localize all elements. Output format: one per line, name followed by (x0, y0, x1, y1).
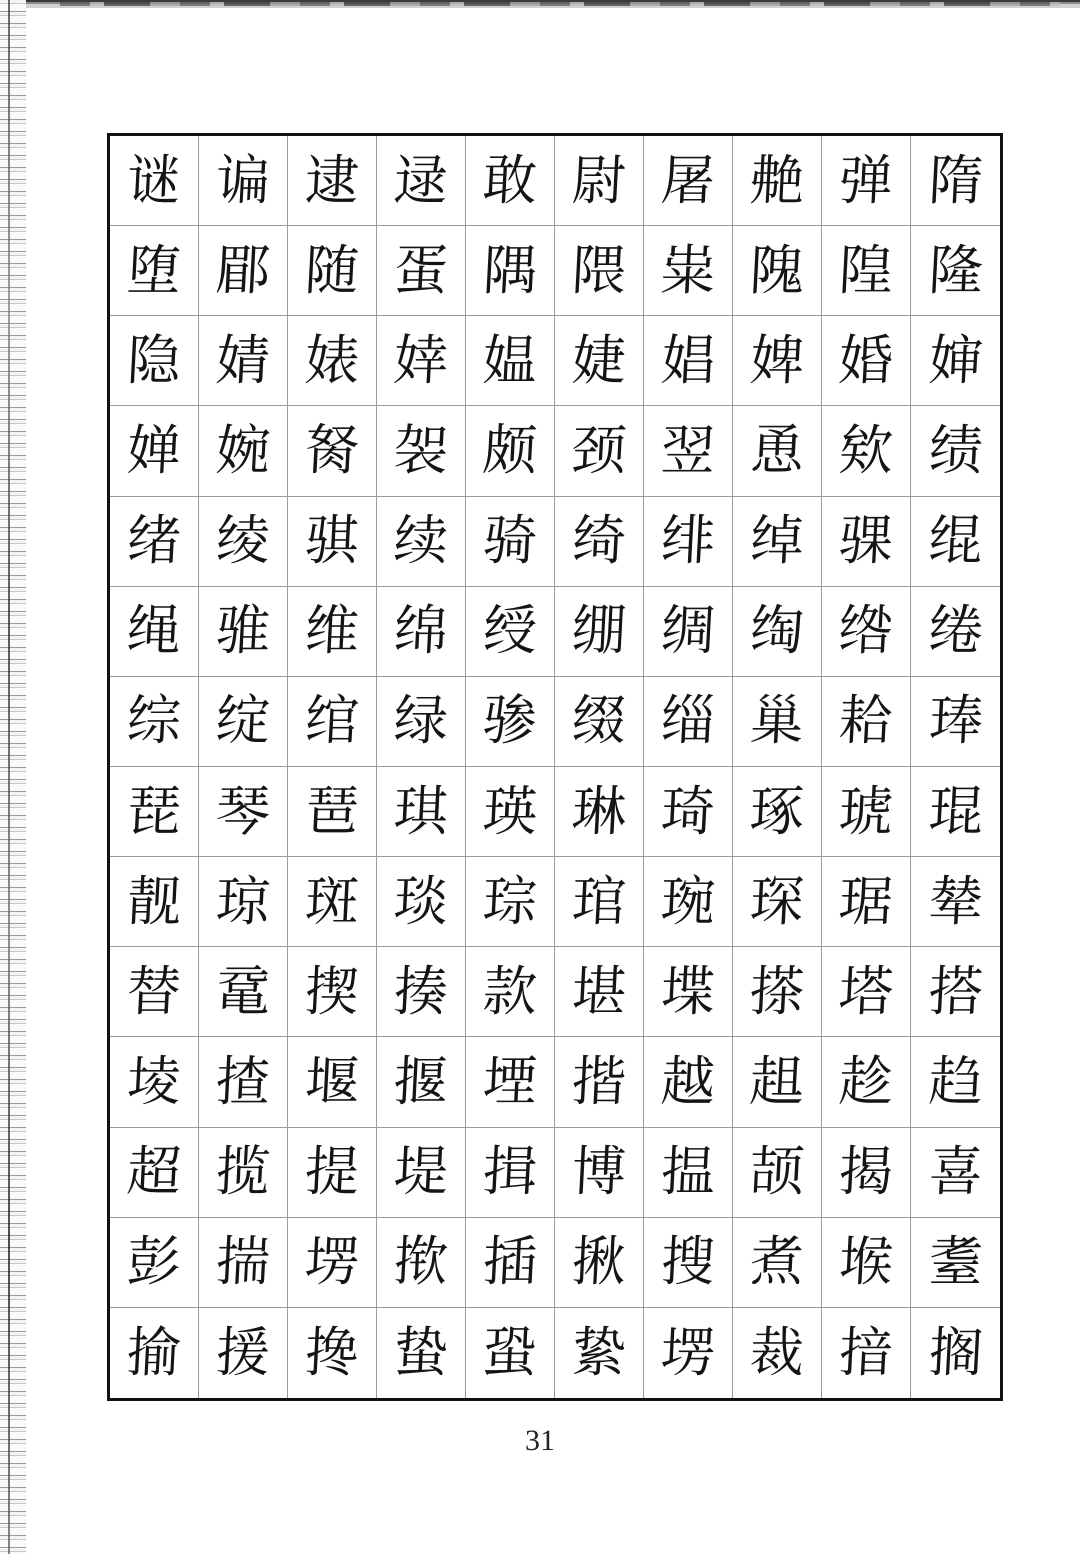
grid-cell (466, 677, 555, 767)
grid-cell (644, 677, 733, 767)
character-glyph: 喜 (926, 1140, 985, 1204)
character-glyph: 堰 (303, 1049, 361, 1113)
grid-cell (288, 226, 377, 316)
grid-cell (199, 497, 288, 587)
grid-cell (911, 947, 1000, 1037)
character-glyph: 绶 (481, 599, 539, 663)
character-glyph: 琚 (837, 869, 895, 933)
grid-cell (199, 1128, 288, 1218)
grid-cell (377, 136, 466, 226)
grid-cell (377, 587, 466, 677)
character-glyph: 绰 (748, 509, 806, 573)
grid-cell (288, 857, 377, 947)
grid-cell (110, 857, 199, 947)
grid-cell (466, 1037, 555, 1127)
grid-cell (911, 1308, 1000, 1398)
character-glyph: 琵 (125, 779, 183, 843)
character-glyph: 搜 (659, 1230, 717, 1294)
character-glyph: 揾 (659, 1140, 717, 1204)
character-glyph: 婕 (570, 328, 628, 392)
character-glyph: 恿 (748, 418, 806, 482)
grid-cell (110, 1037, 199, 1127)
grid-cell (288, 497, 377, 587)
character-glyph: 婧 (214, 328, 272, 392)
grid-cell (199, 1037, 288, 1127)
grid-cell (110, 947, 199, 1037)
grid-cell (644, 316, 733, 406)
character-glyph: 耋 (926, 1230, 985, 1294)
character-glyph: 揭 (837, 1140, 895, 1204)
character-glyph: 绯 (659, 509, 717, 573)
character-glyph: 琛 (748, 869, 806, 933)
character-glyph: 隆 (926, 238, 985, 302)
grid-cell (733, 767, 822, 857)
grid-cell (377, 767, 466, 857)
grid-cell (110, 497, 199, 587)
grid-cell (377, 857, 466, 947)
character-glyph: 巢 (748, 689, 806, 753)
character-glyph: 欸 (837, 418, 895, 482)
character-glyph: 靓 (125, 869, 183, 933)
character-glyph: 堤 (392, 1140, 450, 1204)
grid-cell (199, 587, 288, 677)
grid-cell (733, 857, 822, 947)
grid-cell (644, 1218, 733, 1308)
character-glyph: 绫 (214, 509, 272, 573)
character-glyph: 琼 (214, 869, 272, 933)
character-glyph: 隈 (570, 238, 628, 302)
grid-cell (110, 587, 199, 677)
character-glyph: 搁 (926, 1320, 985, 1384)
grid-cell (644, 767, 733, 857)
grid-cell (288, 136, 377, 226)
character-glyph: 隐 (125, 328, 183, 392)
scan-top-edge (0, 0, 1080, 14)
grid-cell (199, 406, 288, 496)
grid-cell (466, 406, 555, 496)
grid-cell (555, 1037, 644, 1127)
character-glyph: 辇 (926, 869, 985, 933)
character-glyph: 颉 (748, 1140, 806, 1204)
grid-cell (555, 677, 644, 767)
character-glyph: 绵 (392, 599, 450, 663)
character-glyph: 堕 (125, 238, 183, 302)
grid-cell (377, 677, 466, 767)
grid-cell (110, 136, 199, 226)
grid-cell (911, 677, 1000, 767)
character-glyph: 婶 (926, 328, 985, 392)
grid-cell (466, 1218, 555, 1308)
grid-cell (110, 767, 199, 857)
character-glyph: 尉 (570, 148, 628, 212)
grid-cell (911, 1218, 1000, 1308)
character-glyph: 绩 (926, 418, 985, 482)
character-glyph: 琪 (392, 779, 450, 843)
character-glyph: 绺 (837, 599, 895, 663)
character-glyph: 塔 (837, 959, 895, 1023)
character-glyph: 趁 (837, 1049, 895, 1113)
character-glyph: 颇 (481, 418, 539, 482)
character-glyph: 骓 (214, 599, 272, 663)
grid-cell (822, 497, 911, 587)
character-glyph: 琶 (303, 779, 361, 843)
scan-left-edge (0, 0, 26, 1554)
character-glyph: 煮 (748, 1230, 806, 1294)
grid-cell (911, 767, 1000, 857)
character-glyph: 搭 (926, 959, 985, 1023)
character-glyph: 彭 (125, 1230, 183, 1294)
character-glyph: 骖 (481, 689, 539, 753)
grid-cell (555, 136, 644, 226)
character-glyph: 揞 (837, 1320, 895, 1384)
grid-cell (733, 406, 822, 496)
grid-cell (466, 767, 555, 857)
character-glyph: 谜 (125, 148, 183, 212)
grid-cell (733, 947, 822, 1037)
scan-top-artifact (60, 2, 1060, 6)
grid-cell (199, 947, 288, 1037)
character-glyph: 胬 (303, 418, 361, 482)
grid-cell (822, 1037, 911, 1127)
character-glyph: 款 (481, 959, 539, 1023)
character-glyph: 逯 (392, 148, 450, 212)
character-glyph: 搽 (748, 959, 806, 1023)
character-glyph: 续 (392, 509, 450, 573)
character-glyph: 鼋 (214, 959, 272, 1023)
character-glyph: 翌 (659, 418, 717, 482)
character-glyph: 揽 (214, 1140, 272, 1204)
grid-cell (911, 316, 1000, 406)
grid-cell (822, 587, 911, 677)
character-glyph: 绿 (392, 689, 450, 753)
character-glyph: 婢 (748, 328, 806, 392)
grid-cell (288, 316, 377, 406)
character-glyph: 缀 (570, 689, 628, 753)
grid-cell (555, 1128, 644, 1218)
character-glyph: 婞 (392, 328, 450, 392)
grid-cell (555, 587, 644, 677)
character-glyph: 绮 (570, 509, 628, 573)
grid-cell (288, 677, 377, 767)
grid-cell (110, 226, 199, 316)
grid-cell (555, 767, 644, 857)
character-glyph: 琥 (837, 779, 895, 843)
grid-cell (466, 1128, 555, 1218)
character-glyph: 琫 (926, 689, 985, 753)
grid-cell (288, 1037, 377, 1127)
character-glyph: 蛰 (392, 1320, 450, 1384)
character-glyph: 弹 (837, 148, 895, 212)
character-glyph: 琳 (570, 779, 628, 843)
grid-cell (199, 767, 288, 857)
character-glyph: 随 (303, 238, 361, 302)
grid-cell (555, 226, 644, 316)
character-glyph: 越 (659, 1049, 717, 1113)
grid-cell (555, 316, 644, 406)
grid-cell (822, 1218, 911, 1308)
grid-cell (199, 677, 288, 767)
character-glyph: 颈 (570, 418, 628, 482)
grid-cell (644, 947, 733, 1037)
character-glyph: 骐 (303, 509, 361, 573)
character-glyph: 揠 (392, 1049, 450, 1113)
character-glyph: 绽 (214, 689, 272, 753)
grid-cell (199, 226, 288, 316)
character-glyph: 琯 (570, 869, 628, 933)
character-glyph: 替 (125, 959, 183, 1023)
grid-cell (733, 1128, 822, 1218)
grid-cell (466, 947, 555, 1037)
character-glyph: 骒 (837, 509, 895, 573)
character-glyph: 搀 (303, 1320, 361, 1384)
grid-cell (377, 1218, 466, 1308)
character-glyph: 揖 (481, 1140, 539, 1204)
grid-cell (822, 136, 911, 226)
grid-cell (733, 316, 822, 406)
grid-cell (911, 406, 1000, 496)
character-glyph: 堪 (570, 959, 628, 1023)
character-glyph: 绳 (125, 599, 183, 663)
character-glyph: 瑛 (481, 779, 539, 843)
grid-cell (644, 497, 733, 587)
character-glyph: 隍 (837, 238, 895, 302)
character-glyph: 琦 (659, 779, 717, 843)
character-glyph: 援 (214, 1320, 272, 1384)
character-glyph: 琮 (481, 869, 539, 933)
character-glyph: 趋 (926, 1049, 985, 1113)
character-glyph: 绷 (570, 599, 628, 663)
grid-cell (199, 857, 288, 947)
grid-cell (644, 226, 733, 316)
grid-cell (110, 1308, 199, 1398)
character-glyph: 堙 (481, 1049, 539, 1113)
character-glyph: 琨 (926, 779, 985, 843)
grid-cell (466, 1308, 555, 1398)
character-glyph: 揄 (125, 1320, 183, 1384)
character-glyph: 缁 (659, 689, 717, 753)
grid-cell (466, 316, 555, 406)
character-glyph: 娼 (659, 328, 717, 392)
grid-cell (110, 406, 199, 496)
grid-cell (288, 1308, 377, 1398)
character-glyph: 琢 (748, 779, 806, 843)
grid-cell (644, 1037, 733, 1127)
grid-cell (822, 316, 911, 406)
grid-cell (822, 226, 911, 316)
character-glyph: 蛩 (481, 1320, 539, 1384)
grid-cell (911, 857, 1000, 947)
grid-cell (733, 677, 822, 767)
character-glyph: 琴 (214, 779, 272, 843)
page-number: 31 (525, 1424, 555, 1457)
character-glyph: 斑 (303, 869, 361, 933)
grid-cell (377, 1308, 466, 1398)
grid-cell (822, 677, 911, 767)
grid-cell (733, 587, 822, 677)
character-glyph: 提 (303, 1140, 361, 1204)
character-glyph: 趄 (748, 1049, 806, 1113)
grid-cell (733, 136, 822, 226)
grid-cell (199, 1218, 288, 1308)
character-glyph: 琬 (659, 869, 717, 933)
character-glyph: 琰 (392, 869, 450, 933)
character-glyph: 超 (125, 1140, 183, 1204)
grid-cell (199, 136, 288, 226)
character-glyph: 逮 (303, 148, 361, 212)
grid-cell (733, 1308, 822, 1398)
grid-cell (466, 587, 555, 677)
grid-cell (199, 1308, 288, 1398)
grid-cell (555, 406, 644, 496)
grid-cell (555, 1218, 644, 1308)
character-glyph: 絷 (570, 1320, 628, 1384)
character-glyph: 塄 (659, 1320, 717, 1384)
grid-cell (822, 406, 911, 496)
grid-cell (555, 497, 644, 587)
character-glyph: 绸 (659, 599, 717, 663)
character-glyph: 综 (125, 689, 183, 753)
character-glyph: 绲 (926, 509, 985, 573)
character-glyph: 婚 (837, 328, 895, 392)
grid-cell (377, 226, 466, 316)
grid-cell (288, 1128, 377, 1218)
grid-cell (466, 857, 555, 947)
character-glyph: 粜 (659, 238, 717, 302)
character-glyph: 敢 (481, 148, 539, 212)
grid-cell (288, 587, 377, 677)
grid-cell (911, 1037, 1000, 1127)
grid-cell (911, 1128, 1000, 1218)
character-glyph: 袈 (392, 418, 450, 482)
grid-cell (822, 1128, 911, 1218)
grid-cell (822, 1308, 911, 1398)
character-glyph: 婵 (125, 418, 183, 482)
grid-cell (644, 406, 733, 496)
grid-cell (644, 1308, 733, 1398)
grid-cell (110, 677, 199, 767)
character-glyph: 绻 (926, 599, 985, 663)
grid-cell (110, 316, 199, 406)
character-glyph: 谝 (214, 148, 272, 212)
character-glyph: 郿 (214, 238, 272, 302)
character-glyph: 隋 (926, 148, 985, 212)
grid-cell (288, 406, 377, 496)
grid-cell (377, 947, 466, 1037)
character-glyph: 博 (570, 1140, 628, 1204)
character-glyph: 隗 (748, 238, 806, 302)
character-glyph: 婉 (214, 418, 272, 482)
grid-cell (466, 226, 555, 316)
grid-cell (466, 136, 555, 226)
character-glyph: 揍 (392, 959, 450, 1023)
grid-cell (733, 1037, 822, 1127)
character-glyph: 绪 (125, 509, 183, 573)
grid-cell (822, 767, 911, 857)
grid-cell (555, 857, 644, 947)
character-glyph: 屠 (659, 148, 717, 212)
character-glyph: 裁 (748, 1320, 806, 1384)
grid-cell (110, 1128, 199, 1218)
grid-cell (466, 497, 555, 587)
grid-cell (377, 316, 466, 406)
character-glyph: 媪 (481, 328, 539, 392)
grid-cell (288, 947, 377, 1037)
character-glyph: 揸 (214, 1049, 272, 1113)
grid-cell (822, 947, 911, 1037)
grid-cell (644, 857, 733, 947)
character-grid (107, 133, 1003, 1401)
scan-left-artifact (8, 0, 10, 1554)
character-glyph: 揣 (214, 1230, 272, 1294)
character-glyph: 揿 (392, 1230, 450, 1294)
character-glyph: 骑 (481, 509, 539, 573)
character-glyph: 揳 (303, 959, 361, 1023)
character-glyph: 绾 (303, 689, 361, 753)
grid-cell (911, 587, 1000, 677)
character-glyph: 蛋 (392, 238, 450, 302)
grid-cell (733, 497, 822, 587)
grid-cell (377, 497, 466, 587)
grid-cell (911, 136, 1000, 226)
character-glyph: 维 (303, 599, 361, 663)
grid-cell (288, 1218, 377, 1308)
grid-cell (644, 587, 733, 677)
grid-cell (555, 1308, 644, 1398)
character-glyph: 绹 (748, 599, 806, 663)
character-glyph: 插 (481, 1230, 539, 1294)
grid-cell (644, 136, 733, 226)
character-glyph: 堎 (125, 1049, 183, 1113)
grid-cell (733, 226, 822, 316)
character-glyph: 揩 (570, 1049, 628, 1113)
grid-cell (555, 947, 644, 1037)
character-glyph: 耠 (837, 689, 895, 753)
character-glyph: 隅 (481, 238, 539, 302)
grid-cell (733, 1218, 822, 1308)
grid-cell (377, 406, 466, 496)
grid-cell (199, 316, 288, 406)
grid-cell (377, 1128, 466, 1218)
character-glyph: 揪 (570, 1230, 628, 1294)
grid-cell (911, 497, 1000, 587)
character-glyph: 婊 (303, 328, 361, 392)
grid-cell (911, 226, 1000, 316)
grid-cell (644, 1128, 733, 1218)
grid-cell (110, 1218, 199, 1308)
character-glyph: 艴 (748, 148, 806, 212)
character-glyph: 堠 (837, 1230, 895, 1294)
character-glyph: 塄 (303, 1230, 361, 1294)
character-glyph: 堞 (659, 959, 717, 1023)
grid-cell (288, 767, 377, 857)
grid-cell (377, 1037, 466, 1127)
grid-cell (822, 857, 911, 947)
